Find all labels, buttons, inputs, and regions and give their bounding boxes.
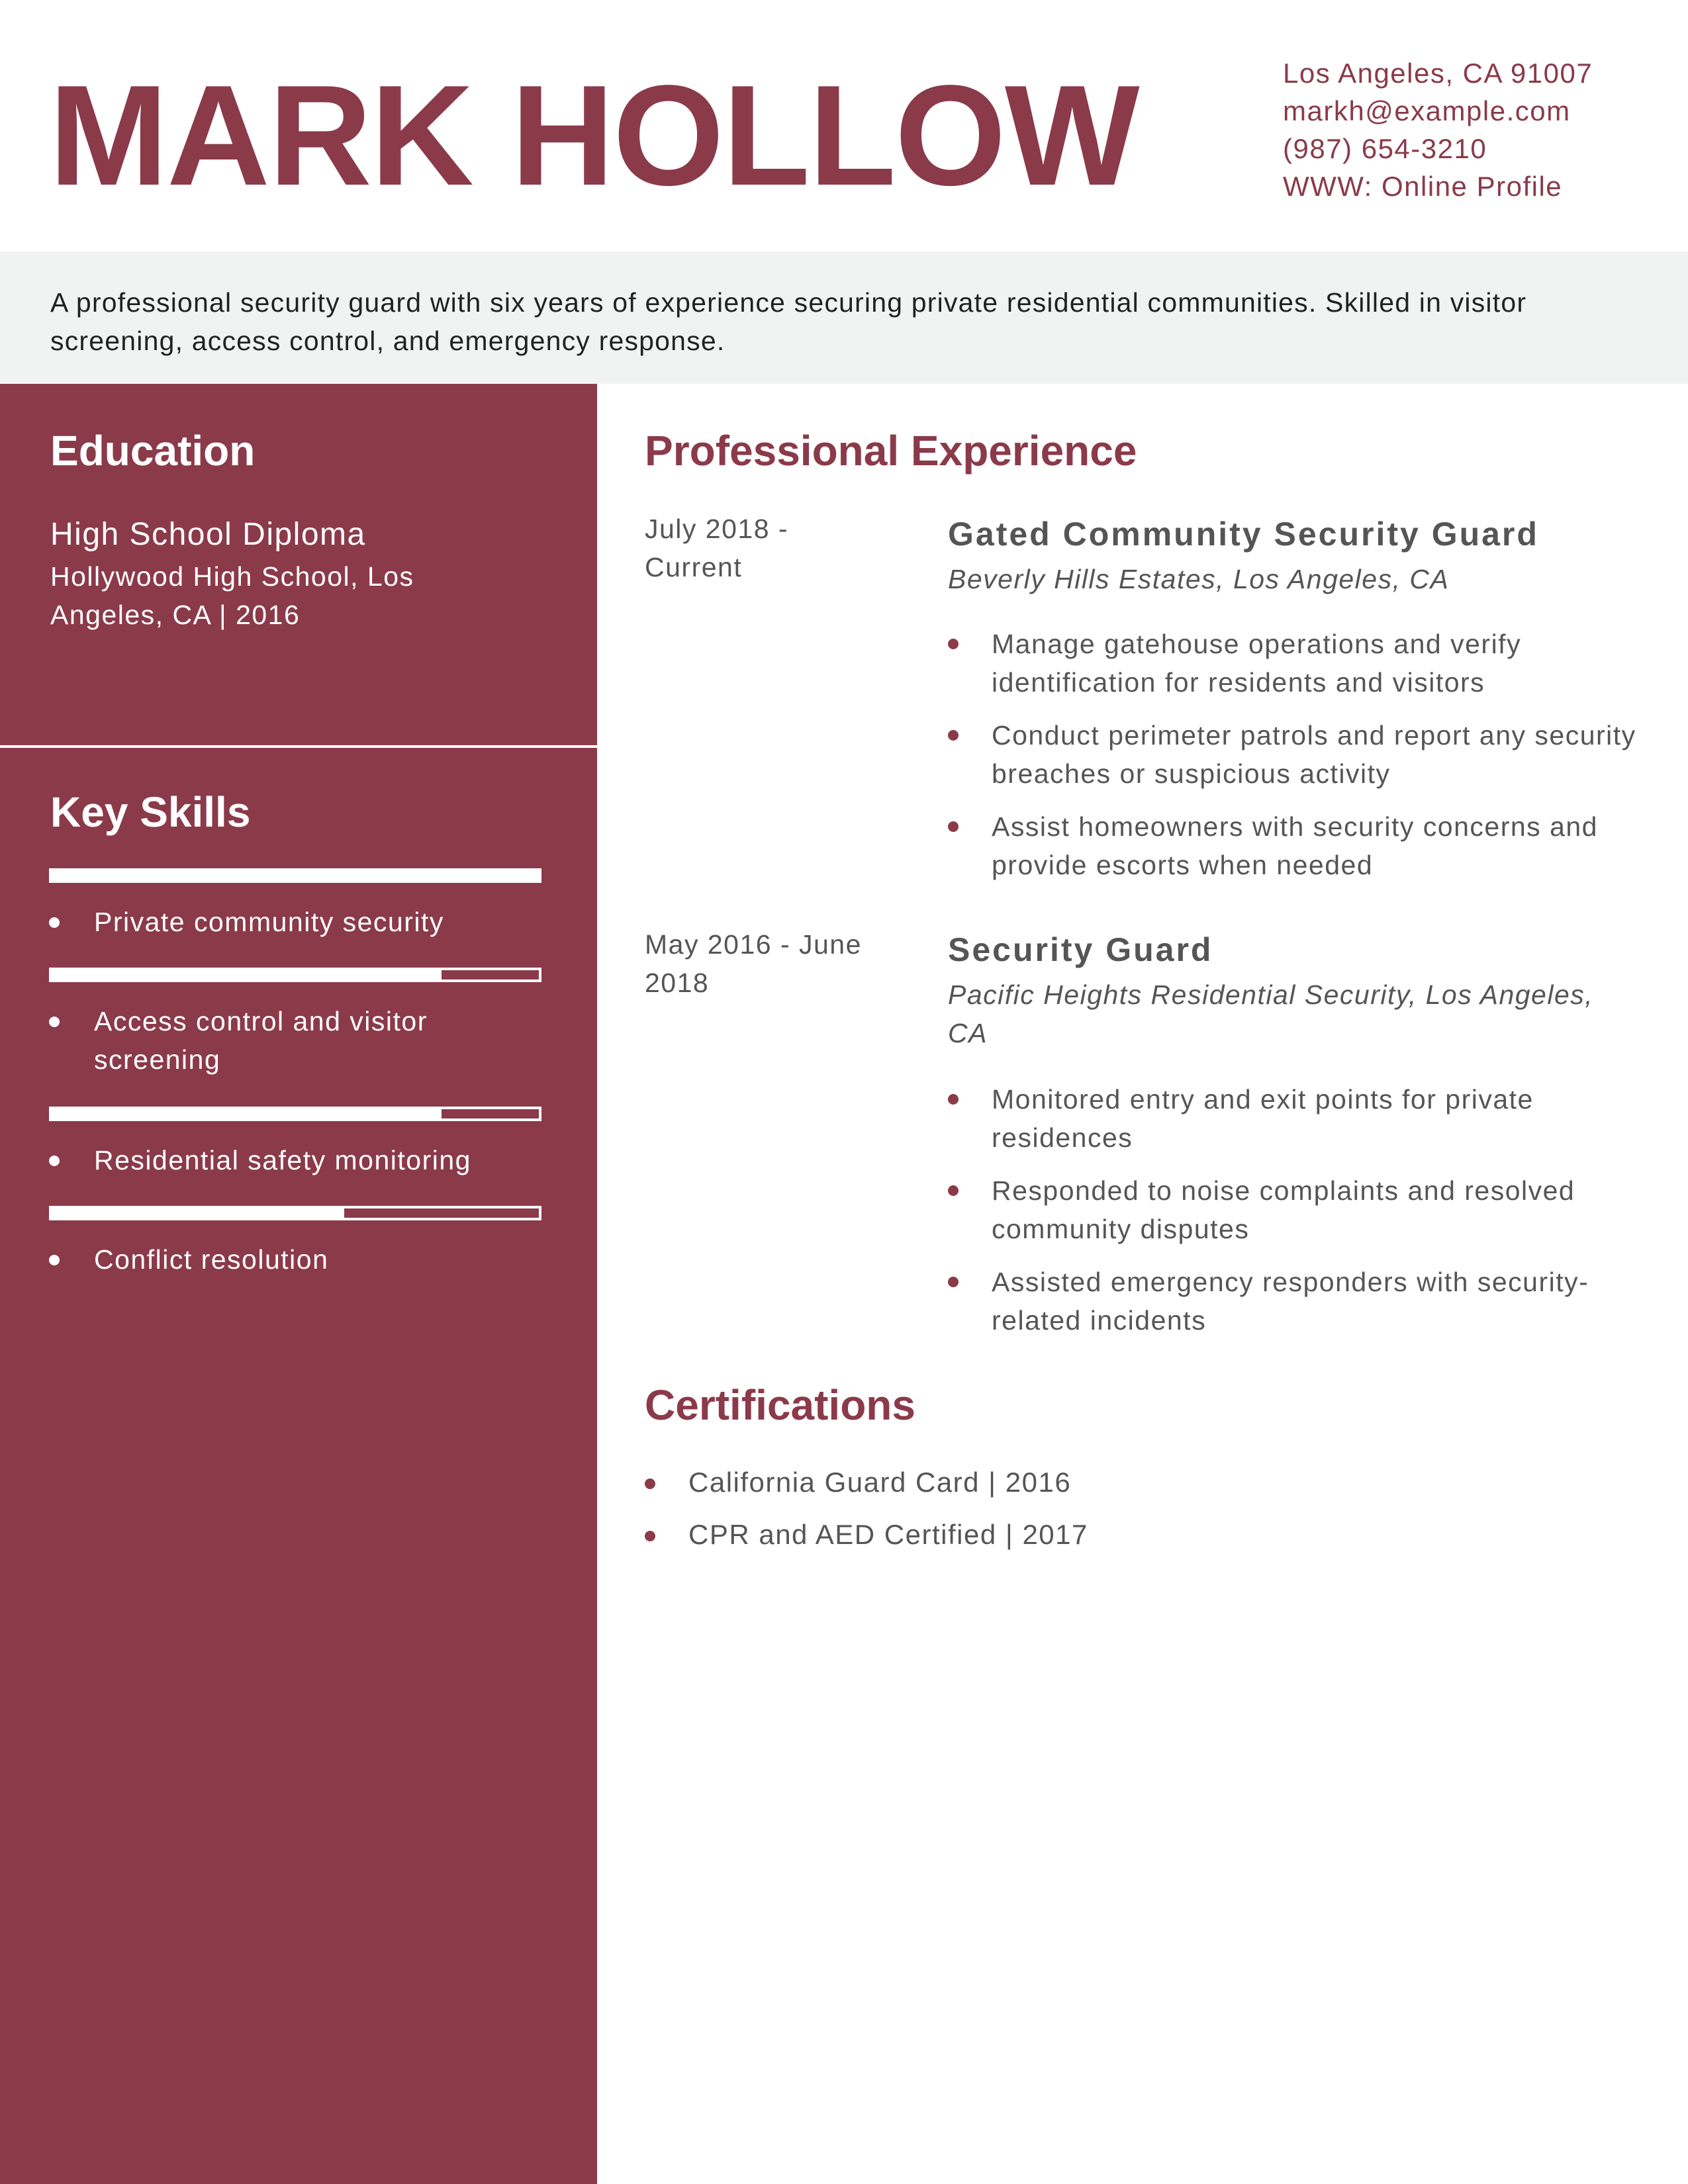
skill-level-fill bbox=[52, 970, 442, 979]
skill-level-fill bbox=[52, 1109, 442, 1118]
job-bullet: Responded to noise complaints and resolved community disputes bbox=[992, 1175, 1575, 1244]
job-company: Beverly Hills Estates, Los Angeles, CA bbox=[948, 564, 1450, 594]
contact-block bbox=[1283, 54, 1593, 205]
certification-item: CPR and AED Certified | 2017 bbox=[688, 1519, 1088, 1550]
contact-phone[interactable]: (987) 654-3210 bbox=[1283, 133, 1487, 164]
bullet-dot bbox=[948, 1185, 959, 1196]
skill-bullet bbox=[49, 1255, 60, 1265]
sidebar bbox=[0, 384, 597, 2184]
skill-level-bar bbox=[49, 868, 541, 883]
skill-bullet bbox=[49, 1017, 60, 1027]
bullet-dot bbox=[948, 1277, 959, 1287]
summary-band bbox=[0, 251, 1688, 384]
skill-bullet bbox=[49, 917, 60, 928]
contact-address: Los Angeles, CA 91007 bbox=[1283, 58, 1593, 89]
skill-level-bar bbox=[49, 1107, 541, 1121]
job-title: Security Guard bbox=[948, 931, 1213, 968]
job-bullet: Monitored entry and exit points for private residences bbox=[992, 1084, 1534, 1153]
job-company: Pacific Heights Residential Security, Los Angeles, CA bbox=[948, 979, 1594, 1048]
education-heading: Education bbox=[50, 427, 256, 475]
certifications-heading: Certifications bbox=[645, 1381, 915, 1429]
job-bullet: Assist homeowners with security concerns and provide escorts when needed bbox=[992, 811, 1598, 880]
skill-level-fill bbox=[52, 1208, 344, 1218]
main-column bbox=[597, 384, 1688, 2184]
skill-item: Private community security bbox=[94, 907, 444, 937]
bullet-dot bbox=[948, 821, 959, 832]
skill-item: Residential safety monitoring bbox=[94, 1145, 471, 1175]
job-dates: May 2016 - June 2018 bbox=[645, 929, 862, 998]
job-bullet: Manage gatehouse operations and verify identification for residents and visitors bbox=[992, 629, 1522, 698]
bullet-dot bbox=[948, 1094, 959, 1105]
sidebar-divider bbox=[0, 745, 597, 748]
bullet-dot bbox=[948, 639, 959, 649]
bullet-dot bbox=[948, 730, 959, 741]
skill-item: Conflict resolution bbox=[94, 1244, 329, 1275]
certification-item: California Guard Card | 2016 bbox=[688, 1467, 1072, 1498]
job-title: Gated Community Security Guard bbox=[948, 516, 1539, 553]
skills-heading: Key Skills bbox=[50, 788, 251, 836]
skill-level-bar bbox=[49, 968, 541, 982]
education-degree: High School Diploma bbox=[50, 517, 366, 552]
contact-website[interactable]: WWW: Online Profile bbox=[1283, 171, 1563, 202]
skill-level-fill bbox=[52, 871, 539, 880]
summary-text: A professional security guard with six years of experience securing private residential communities. Skilled in visitor screening, access control, and emergency response. bbox=[50, 287, 1527, 356]
skill-bullet bbox=[49, 1156, 60, 1166]
contact-email[interactable]: markh@example.com bbox=[1283, 95, 1571, 126]
candidate-name: MARK HOLLOW bbox=[49, 55, 1139, 215]
job-bullet: Assisted emergency responders with security-related incidents bbox=[992, 1267, 1589, 1336]
experience-heading: Professional Experience bbox=[645, 427, 1137, 475]
skill-item: Access control and visitor screening bbox=[94, 1006, 428, 1075]
job-dates: July 2018 - Current bbox=[645, 514, 789, 582]
skill-level-bar bbox=[49, 1206, 541, 1220]
education-school: Hollywood High School, Los Angeles, CA | 2016 bbox=[50, 561, 414, 630]
bullet-dot bbox=[645, 1531, 655, 1541]
job-bullet: Conduct perimeter patrols and report any security breaches or suspicious activity bbox=[992, 720, 1636, 789]
bullet-dot bbox=[645, 1479, 655, 1489]
